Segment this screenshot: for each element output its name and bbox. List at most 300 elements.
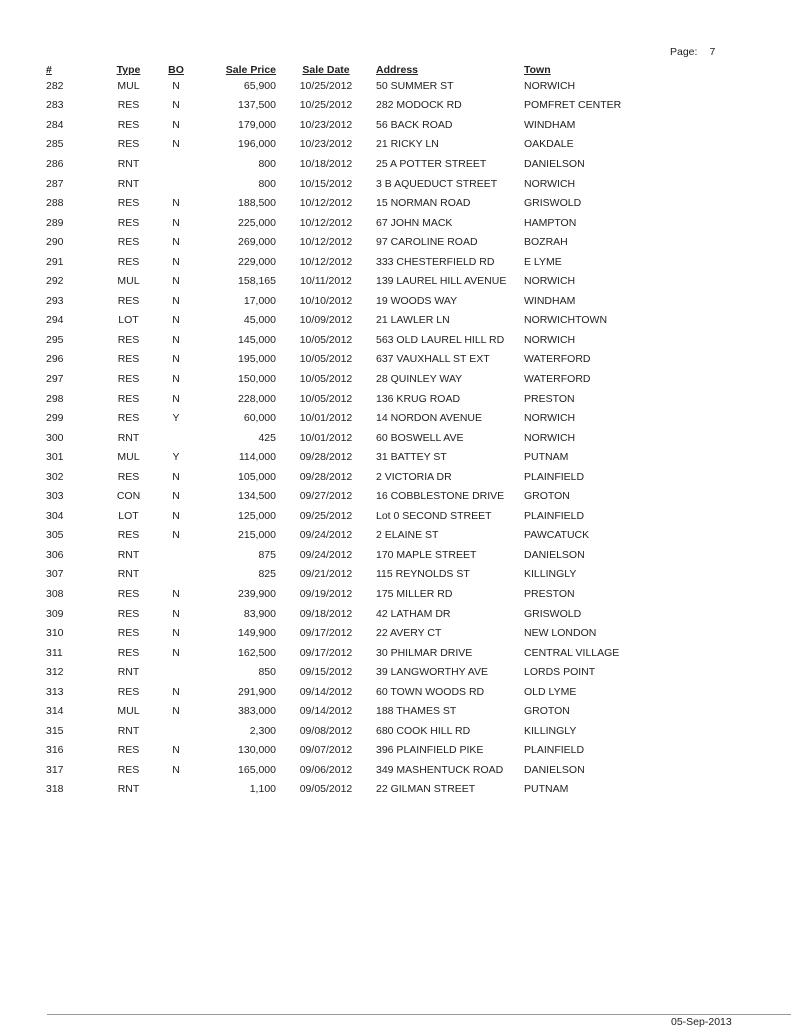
cell-sale-date: 10/23/2012 — [299, 138, 353, 151]
cell-type: RES — [117, 627, 140, 640]
cell-town: CENTRAL VILLAGE — [524, 646, 620, 659]
table-row — [40, 76, 626, 96]
table-row — [40, 174, 626, 194]
table-row — [40, 486, 626, 506]
cell-number: 305 — [46, 529, 64, 542]
table-row — [40, 741, 626, 761]
cell-sale-price: 105,000 — [238, 470, 276, 483]
cell-number: 298 — [46, 392, 64, 405]
cell-type: RES — [117, 529, 140, 542]
header-number: # — [46, 64, 52, 76]
cell-sale-date: 09/24/2012 — [299, 529, 353, 542]
cell-sale-date: 10/05/2012 — [299, 372, 353, 385]
cell-sale-price: 65,900 — [243, 79, 276, 92]
cell-address: 25 A POTTER STREET — [376, 157, 487, 170]
cell-address: 2 VICTORIA DR — [376, 470, 452, 483]
cell-type: RNT — [117, 666, 140, 679]
cell-address: 349 MASHENTUCK ROAD — [376, 763, 504, 776]
cell-town: POMFRET CENTER — [524, 99, 622, 112]
cell-sale-date: 10/25/2012 — [299, 99, 353, 112]
cell-number: 282 — [46, 79, 64, 92]
cell-sale-price: 225,000 — [238, 216, 276, 229]
cell-sale-price: 800 — [258, 177, 276, 190]
cell-address: 21 RICKY LN — [376, 138, 439, 151]
table-row — [40, 271, 626, 291]
cell-town: NORWICH — [524, 275, 576, 288]
cell-type: RES — [117, 412, 140, 425]
cell-sale-price: 45,000 — [243, 314, 276, 327]
cell-sale-date: 09/28/2012 — [299, 451, 353, 464]
table-row — [40, 252, 626, 272]
cell-sale-price: 130,000 — [238, 744, 276, 757]
cell-sale-price: 114,000 — [238, 451, 276, 464]
cell-town: GROTON — [524, 705, 570, 718]
footer-divider — [47, 1014, 791, 1015]
cell-town: WATERFORD — [524, 353, 591, 366]
cell-sale-price: 800 — [258, 157, 276, 170]
cell-town: BOZRAH — [524, 236, 568, 249]
cell-sale-date: 10/12/2012 — [299, 216, 353, 229]
table-row — [40, 330, 626, 350]
cell-town: GRISWOLD — [524, 197, 582, 210]
cell-number: 290 — [46, 236, 64, 249]
table-row — [40, 154, 626, 174]
table-row — [40, 545, 626, 565]
cell-type: RES — [117, 372, 140, 385]
cell-type: MUL — [117, 79, 140, 92]
cell-town: LORDS POINT — [524, 666, 596, 679]
cell-type: RES — [117, 587, 140, 600]
table-row — [40, 760, 626, 780]
table-row — [40, 428, 626, 448]
cell-town: NORWICH — [524, 412, 576, 425]
table-row — [40, 291, 626, 311]
cell-sale-date: 10/12/2012 — [299, 197, 353, 210]
table-row — [40, 96, 626, 116]
cell-type: RNT — [117, 568, 140, 581]
cell-town: NORWICH — [524, 431, 576, 444]
cell-number: 313 — [46, 685, 64, 698]
cell-number: 296 — [46, 353, 64, 366]
cell-sale-price: 83,900 — [243, 607, 276, 620]
cell-bo — [151, 545, 201, 565]
cell-bo: N — [172, 627, 180, 640]
cell-bo: Y — [172, 451, 180, 464]
cell-address: 30 PHILMAR DRIVE — [376, 646, 473, 659]
cell-address: 136 KRUG ROAD — [376, 392, 461, 405]
cell-number: 308 — [46, 587, 64, 600]
cell-town: PUTNAM — [524, 451, 569, 464]
cell-town: NORWICH — [524, 177, 576, 190]
cell-sale-price: 2,300 — [249, 724, 276, 737]
table-row — [40, 702, 626, 722]
cell-number: 299 — [46, 412, 64, 425]
cell-sale-date: 09/17/2012 — [299, 627, 353, 640]
cell-number: 292 — [46, 275, 64, 288]
table-row — [40, 604, 626, 624]
cell-bo: N — [172, 118, 180, 131]
cell-town: PLAINFIELD — [524, 470, 585, 483]
cell-address: Lot 0 SECOND STREET — [376, 509, 492, 522]
table-row — [40, 584, 626, 604]
table-row — [40, 135, 626, 155]
cell-sale-price: 1,100 — [249, 783, 276, 796]
cell-sale-date: 09/28/2012 — [299, 470, 353, 483]
cell-town: KILLINGLY — [524, 724, 577, 737]
cell-sale-price: 875 — [258, 548, 276, 561]
table-row — [40, 526, 626, 546]
cell-number: 284 — [46, 118, 64, 131]
cell-address: 680 COOK HILL RD — [376, 724, 471, 737]
cell-sale-price: 228,000 — [238, 392, 276, 405]
table-row — [40, 467, 626, 487]
cell-number: 311 — [46, 646, 63, 659]
cell-bo: N — [172, 138, 180, 151]
cell-type: MUL — [117, 705, 140, 718]
cell-address: 31 BATTEY ST — [376, 451, 447, 464]
table-row — [40, 721, 626, 741]
cell-sale-date: 10/10/2012 — [299, 294, 353, 307]
header-sale-price: Sale Price — [225, 64, 276, 76]
cell-type: RES — [117, 333, 140, 346]
cell-bo — [151, 780, 201, 800]
cell-bo: N — [172, 705, 180, 718]
cell-type: RES — [117, 607, 140, 620]
cell-sale-date: 10/11/2012 — [300, 275, 352, 288]
table-row — [40, 506, 626, 526]
cell-bo: N — [172, 353, 180, 366]
cell-bo: N — [172, 587, 180, 600]
table-row — [40, 369, 626, 389]
cell-bo: N — [172, 744, 180, 757]
cell-bo — [151, 721, 201, 741]
cell-address: 97 CAROLINE ROAD — [376, 236, 478, 249]
table-row — [40, 447, 626, 467]
cell-sale-date: 09/05/2012 — [299, 783, 353, 796]
table-row — [40, 193, 626, 213]
cell-sale-date: 09/15/2012 — [299, 666, 353, 679]
cell-bo: N — [172, 372, 180, 385]
cell-sale-date: 09/07/2012 — [299, 744, 353, 757]
cell-type: LOT — [118, 509, 139, 522]
cell-address: 2 ELAINE ST — [376, 529, 439, 542]
cell-number: 295 — [46, 333, 64, 346]
cell-town: NORWICHTOWN — [524, 314, 608, 327]
cell-sale-price: 850 — [258, 666, 276, 679]
cell-number: 286 — [46, 157, 64, 170]
cell-town: PRESTON — [524, 587, 575, 600]
cell-address: 60 BOSWELL AVE — [376, 431, 464, 444]
cell-address: 282 MODOCK RD — [376, 99, 462, 112]
cell-address: 56 BACK ROAD — [376, 118, 453, 131]
cell-type: RES — [117, 197, 140, 210]
cell-sale-price: 188,500 — [238, 197, 276, 210]
cell-address: 22 GILMAN STREET — [376, 783, 476, 796]
cell-address: 14 NORDON AVENUE — [376, 412, 482, 425]
cell-number: 294 — [46, 314, 64, 327]
cell-bo: N — [172, 333, 180, 346]
cell-town: NORWICH — [524, 79, 576, 92]
cell-bo: N — [172, 99, 180, 112]
cell-sale-price: 158,165 — [238, 275, 276, 288]
cell-bo — [151, 428, 201, 448]
page-number — [670, 46, 715, 58]
cell-sale-price: 150,000 — [238, 372, 276, 385]
table-row — [40, 643, 626, 663]
cell-bo — [151, 174, 201, 194]
cell-address: 22 AVERY CT — [376, 627, 442, 640]
table-row — [40, 565, 626, 585]
cell-number: 301 — [46, 451, 64, 464]
cell-number: 300 — [46, 431, 64, 444]
cell-number: 287 — [46, 177, 64, 190]
table-row — [40, 682, 626, 702]
cell-sale-date: 10/18/2012 — [299, 157, 353, 170]
cell-number: 307 — [46, 568, 64, 581]
cell-number: 293 — [46, 294, 64, 307]
cell-number: 297 — [46, 372, 64, 385]
cell-sale-price: 239,900 — [238, 587, 276, 600]
table-row — [40, 389, 626, 409]
cell-sale-date: 09/08/2012 — [299, 724, 353, 737]
cell-sale-date: 10/05/2012 — [299, 333, 353, 346]
cell-sale-price: 125,000 — [238, 509, 276, 522]
cell-sale-date: 09/14/2012 — [299, 685, 353, 698]
cell-sale-price: 196,000 — [238, 138, 276, 151]
cell-sale-price: 165,000 — [238, 763, 276, 776]
cell-town: DANIELSON — [524, 157, 585, 170]
cell-bo: N — [172, 275, 180, 288]
cell-type: RES — [117, 744, 140, 757]
table-row — [40, 232, 626, 252]
cell-sale-date: 09/17/2012 — [299, 646, 353, 659]
cell-sale-date: 10/25/2012 — [299, 79, 353, 92]
cell-sale-date: 09/06/2012 — [299, 763, 353, 776]
cell-number: 302 — [46, 470, 64, 483]
cell-bo — [151, 662, 201, 682]
table-row — [40, 115, 626, 135]
cell-type: RES — [117, 236, 140, 249]
cell-number: 316 — [46, 744, 64, 757]
cell-bo: N — [172, 646, 180, 659]
cell-type: RES — [117, 294, 140, 307]
cell-bo — [151, 154, 201, 174]
cell-town: NEW LONDON — [524, 627, 597, 640]
page-value: 7 — [709, 46, 716, 58]
cell-sale-date: 10/09/2012 — [299, 314, 353, 327]
cell-town: WINDHAM — [524, 294, 576, 307]
cell-type: RES — [117, 138, 140, 151]
cell-town: NORWICH — [524, 333, 576, 346]
cell-town: PRESTON — [524, 392, 575, 405]
cell-number: 318 — [46, 783, 64, 796]
cell-number: 283 — [46, 99, 64, 112]
cell-bo: N — [172, 255, 180, 268]
cell-address: 67 JOHN MACK — [376, 216, 453, 229]
cell-address: 396 PLAINFIELD PIKE — [376, 744, 484, 757]
cell-number: 314 — [46, 705, 64, 718]
cell-address: 3 B AQUEDUCT STREET — [376, 177, 498, 190]
cell-sale-price: 17,000 — [243, 294, 276, 307]
cell-bo: N — [172, 236, 180, 249]
cell-sale-price: 269,000 — [238, 236, 276, 249]
cell-town: DANIELSON — [524, 763, 585, 776]
cell-type: RNT — [117, 783, 140, 796]
cell-sale-date: 10/05/2012 — [299, 353, 353, 366]
cell-town: E LYME — [524, 255, 562, 268]
cell-address: 15 NORMAN ROAD — [376, 197, 471, 210]
table-header-row — [40, 58, 626, 76]
cell-number: 306 — [46, 548, 64, 561]
cell-sale-price: 291,900 — [238, 685, 276, 698]
cell-sale-date: 10/12/2012 — [299, 236, 353, 249]
cell-number: 289 — [46, 216, 64, 229]
cell-sale-price: 60,000 — [243, 412, 276, 425]
cell-address: 50 SUMMER ST — [376, 79, 454, 92]
cell-number: 304 — [46, 509, 64, 522]
cell-sale-price: 425 — [258, 431, 276, 444]
cell-town: OAKDALE — [524, 138, 574, 151]
cell-type: RES — [117, 685, 140, 698]
cell-sale-price: 215,000 — [238, 529, 276, 542]
table-row — [40, 350, 626, 370]
table-body — [40, 76, 626, 799]
header-sale-date: Sale Date — [302, 64, 350, 76]
cell-number: 309 — [46, 607, 64, 620]
cell-type: RES — [117, 353, 140, 366]
table-row — [40, 780, 626, 800]
cell-bo: N — [172, 197, 180, 210]
cell-sale-date: 09/18/2012 — [299, 607, 353, 620]
cell-town: PLAINFIELD — [524, 509, 585, 522]
cell-type: LOT — [118, 314, 139, 327]
cell-sale-date: 09/21/2012 — [299, 568, 353, 581]
cell-type: RNT — [117, 548, 140, 561]
cell-town: PAWCATUCK — [524, 529, 590, 542]
cell-number: 291 — [46, 255, 64, 268]
cell-address: 39 LANGWORTHY AVE — [376, 666, 489, 679]
cell-sale-date: 10/01/2012 — [299, 412, 353, 425]
cell-address: 42 LATHAM DR — [376, 607, 451, 620]
cell-sale-date: 10/23/2012 — [299, 118, 353, 131]
cell-sale-price: 137,500 — [238, 99, 276, 112]
cell-sale-price: 383,000 — [238, 705, 276, 718]
cell-town: PLAINFIELD — [524, 744, 585, 757]
cell-type: CON — [116, 490, 141, 503]
sales-table — [40, 58, 626, 799]
cell-bo: Y — [172, 412, 180, 425]
cell-bo: N — [172, 529, 180, 542]
cell-type: RES — [117, 255, 140, 268]
cell-type: MUL — [117, 451, 140, 464]
cell-type: MUL — [117, 275, 140, 288]
cell-address: 637 VAUXHALL ST EXT — [376, 353, 490, 366]
cell-address: 28 QUINLEY WAY — [376, 372, 463, 385]
cell-bo: N — [172, 79, 180, 92]
table-row — [40, 213, 626, 233]
cell-bo: N — [172, 392, 180, 405]
cell-bo: N — [172, 607, 180, 620]
cell-sale-date: 09/24/2012 — [299, 548, 353, 561]
header-address: Address — [376, 64, 419, 76]
cell-number: 310 — [46, 627, 64, 640]
table-row — [40, 408, 626, 428]
cell-bo: N — [172, 314, 180, 327]
cell-number: 288 — [46, 197, 64, 210]
cell-address: 115 REYNOLDS ST — [376, 568, 470, 581]
footer-date: 05-Sep-2013 — [671, 1016, 732, 1028]
cell-sale-price: 195,000 — [238, 353, 276, 366]
cell-number: 315 — [46, 724, 64, 737]
cell-address: 175 MILLER RD — [376, 587, 453, 600]
header-type: Type — [116, 64, 141, 76]
cell-number: 285 — [46, 138, 64, 151]
cell-bo: N — [172, 470, 180, 483]
cell-bo: N — [172, 216, 180, 229]
cell-type: RES — [117, 99, 140, 112]
cell-town: GRISWOLD — [524, 607, 582, 620]
cell-address: 333 CHESTERFIELD RD — [376, 255, 495, 268]
cell-address: 60 TOWN WOODS RD — [376, 685, 485, 698]
cell-type: RES — [117, 763, 140, 776]
cell-bo: N — [172, 685, 180, 698]
page-label: Page: — [670, 46, 698, 58]
cell-sale-price: 149,900 — [238, 627, 276, 640]
cell-town: WATERFORD — [524, 372, 591, 385]
cell-address: 170 MAPLE STREET — [376, 548, 477, 561]
table-row — [40, 662, 626, 682]
cell-type: RES — [117, 646, 140, 659]
cell-sale-date: 09/27/2012 — [299, 490, 353, 503]
cell-type: RES — [117, 470, 140, 483]
cell-type: RES — [117, 392, 140, 405]
cell-town: DANIELSON — [524, 548, 585, 561]
cell-sale-date: 09/25/2012 — [299, 509, 353, 522]
cell-sale-date: 10/12/2012 — [299, 255, 353, 268]
cell-town: WINDHAM — [524, 118, 576, 131]
cell-address: 139 LAUREL HILL AVENUE — [376, 275, 507, 288]
cell-sale-date: 09/14/2012 — [299, 705, 353, 718]
cell-bo: N — [172, 490, 180, 503]
cell-bo: N — [172, 294, 180, 307]
cell-type: RNT — [117, 157, 140, 170]
cell-town: KILLINGLY — [524, 568, 577, 581]
cell-address: 188 THAMES ST — [376, 705, 457, 718]
cell-address: 21 LAWLER LN — [376, 314, 450, 327]
cell-sale-price: 145,000 — [238, 333, 276, 346]
cell-town: GROTON — [524, 490, 570, 503]
cell-address: 16 COBBLESTONE DRIVE — [376, 490, 505, 503]
cell-type: RNT — [117, 431, 140, 444]
cell-sale-price: 134,500 — [238, 490, 276, 503]
cell-sale-date: 10/15/2012 — [299, 177, 353, 190]
cell-sale-date: 10/05/2012 — [299, 392, 353, 405]
cell-sale-price: 179,000 — [238, 118, 276, 131]
table-row — [40, 623, 626, 643]
cell-number: 317 — [46, 763, 64, 776]
cell-sale-price: 229,000 — [238, 255, 276, 268]
cell-type: RES — [117, 118, 140, 131]
cell-sale-price: 162,500 — [238, 646, 276, 659]
cell-bo: N — [172, 763, 180, 776]
cell-sale-price: 825 — [258, 568, 276, 581]
cell-number: 303 — [46, 490, 64, 503]
cell-town: HAMPTON — [524, 216, 577, 229]
cell-bo: N — [172, 509, 180, 522]
cell-town: OLD LYME — [524, 685, 577, 698]
table-row — [40, 311, 626, 331]
cell-sale-date: 09/19/2012 — [299, 587, 353, 600]
